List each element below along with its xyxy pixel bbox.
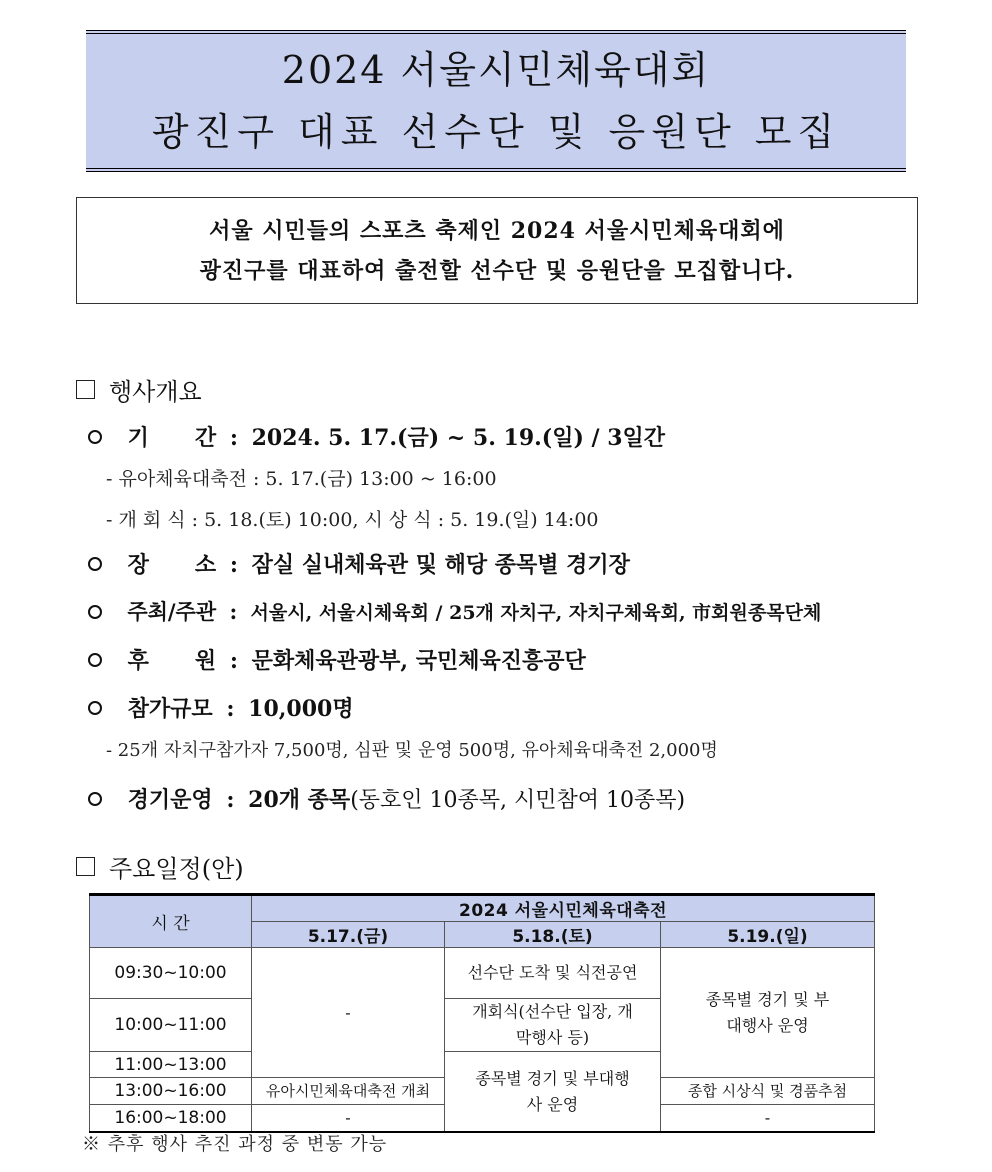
circle-bullet-icon: [88, 557, 102, 571]
date-header-fri: 5.17.(금): [252, 922, 445, 948]
host-label: 주최/주관: [127, 599, 217, 624]
circle-bullet-icon: [88, 653, 102, 667]
schedule-table: [89, 893, 875, 1133]
checkbox-square-icon: [76, 380, 95, 399]
footnote: ※ 추후 행사 추진 과정 중 변동 가능: [82, 1134, 388, 1155]
ops-row: [88, 783, 685, 814]
time-cell: 13:00~16:00: [90, 1078, 252, 1105]
sat-cell-3: 종목별 경기 및 부대행사 운영: [445, 1052, 661, 1133]
colon: :: [226, 696, 235, 722]
sponsor-row: [88, 644, 586, 675]
colon: :: [229, 599, 238, 624]
intro-line-1: 서울 시민들의 스포츠 축제인 2024 서울시민체육대회에: [209, 217, 785, 244]
circle-bullet-icon: [88, 792, 102, 806]
overview-heading: [76, 372, 202, 407]
time-cell: 10:00~11:00: [90, 999, 252, 1052]
venue-value: 잠실 실내체육관 및 해당 종목별 경기장: [251, 552, 630, 578]
sat-cell-1: 선수단 도착 및 식전공연: [445, 948, 661, 999]
title-line-1: 2024 서울시민체육대회: [281, 48, 711, 92]
period-sub-1: - 유아체육대축전 : 5. 17.(금) 13:00 ~ 16:00: [106, 468, 497, 490]
overview-heading-text: 행사개요: [109, 378, 202, 406]
checkbox-square-icon: [76, 857, 95, 876]
venue-label: 장 소: [127, 552, 217, 578]
host-value: 서울시, 서울시체육회 / 25개 자치구, 자치구체육회, 市회원종목단체: [250, 602, 822, 624]
schedule-heading: [76, 849, 244, 884]
scale-sub: - 25개 자치구참가자 7,500명, 심판 및 운영 500명, 유아체육대축전 2,000명: [106, 740, 718, 761]
title-line-2: 광진구 대표 선수단 및 응원단 모집: [151, 110, 841, 154]
ops-value-extra: (동호인 10종목, 시민참여 10종목): [350, 788, 686, 813]
period-value: 2024. 5. 17.(금) ~ 5. 19.(일) / 3일간: [251, 425, 666, 451]
scale-value: 10,000명: [248, 696, 354, 722]
table-row: [90, 948, 875, 999]
schedule-heading-text: 주요일정(안): [109, 855, 244, 883]
colon: :: [226, 787, 235, 813]
period-sub-2: - 개 회 식 : 5. 18.(토) 10:00, 시 상 식 : 5. 19.(일) 14:00: [106, 509, 599, 531]
title-banner: [86, 30, 906, 172]
circle-bullet-icon: [88, 605, 102, 619]
time-cell: 09:30~10:00: [90, 948, 252, 999]
scale-label: 참가규모: [127, 696, 213, 722]
colon: :: [229, 648, 238, 674]
sun-cell-3: -: [661, 1105, 875, 1133]
intro-box: [76, 197, 918, 304]
event-header: 2024 서울시민체육대축전: [252, 895, 875, 922]
ops-label: 경기운영: [127, 787, 213, 813]
circle-bullet-icon: [88, 701, 102, 715]
date-header-sun: 5.19.(일): [661, 922, 875, 948]
circle-bullet-icon: [88, 430, 102, 444]
time-cell: 11:00~13:00: [90, 1052, 252, 1078]
ops-value: 20개 종목: [248, 787, 351, 813]
scale-row: [88, 692, 354, 723]
host-row: [88, 596, 821, 626]
time-cell: 16:00~18:00: [90, 1105, 252, 1133]
fri-last-cell: -: [252, 1105, 445, 1133]
sat-cell-2: 개회식(선수단 입장, 개막행사 등): [445, 999, 661, 1052]
fri-dash-cell: -: [252, 948, 445, 1078]
sponsor-label: 후 원: [127, 648, 217, 674]
colon: :: [229, 552, 238, 578]
colon: :: [229, 425, 238, 451]
intro-line-2: 광진구를 대표하여 출전할 선수단 및 응원단을 모집합니다.: [199, 257, 795, 284]
sun-cell-1: 종목별 경기 및 부대행사 운영: [661, 948, 875, 1078]
date-header-sat: 5.18.(토): [445, 922, 661, 948]
period-label: 기 간: [127, 425, 217, 451]
fri-kids-cell: 유아시민체육대축전 개최: [252, 1078, 445, 1105]
period-row: [88, 421, 665, 452]
venue-row: [88, 548, 630, 579]
sponsor-value: 문화체육관광부, 국민체육진흥공단: [251, 648, 586, 674]
time-header: 시 간: [90, 895, 252, 948]
sun-cell-2: 종합 시상식 및 경품추첨: [661, 1078, 875, 1105]
